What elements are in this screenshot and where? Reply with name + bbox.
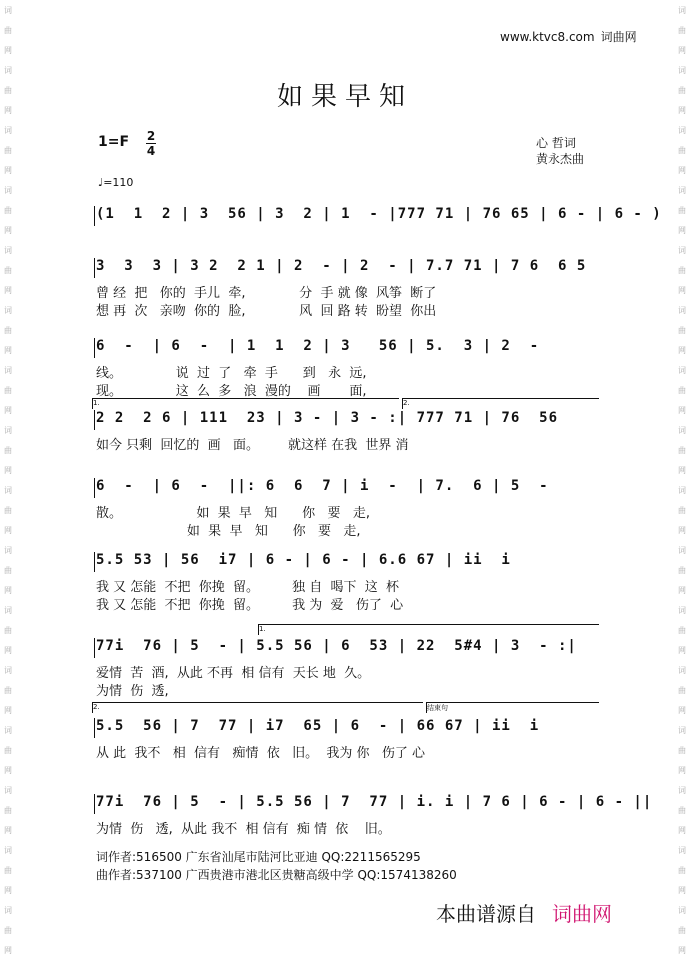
watermark-char: 词 [678,786,686,795]
watermark-char: 曲 [678,386,686,395]
barline [94,338,95,358]
watermark-char: 曲 [678,146,686,155]
watermark-char: 曲 [678,506,686,515]
watermark-char: 词 [678,726,686,735]
watermark-char: 词 [4,726,12,735]
footer-composer: 曲作者:537100 广西贵港市港北区贵糖高级中学 QQ:1574138260 [96,868,457,882]
barline [94,410,95,430]
watermark-char: 词 [678,426,686,435]
watermark-char: 词 [4,666,12,675]
lyricist-credit: 心 哲词 [536,136,576,150]
watermark-char: 曲 [4,86,12,95]
right-watermark-strip [674,0,690,956]
notation-line: (1 1 2 | 3 56 | 3 2 | 1 - |777 71 | 76 65 | 6 - | 6 - ) [96,206,662,222]
watermark-char: 词 [678,186,686,195]
left-watermark-strip [0,0,16,956]
watermark-char: 曲 [678,86,686,95]
watermark-char: 词 [4,486,12,495]
song-title: 如果早知 [276,82,413,112]
lyrics-verse-2: 我 又 怎能 不把 你挽 留。 我 为 爱 伤了 心 [96,598,404,613]
barline [94,638,95,658]
watermark-char: 网 [678,466,686,475]
lyrics-verse-1: 曾 经 把 你的 手儿 牵, 分 手 就 像 风筝 断了 [96,286,437,301]
watermark-char: 曲 [4,866,12,875]
watermark-char: 词 [4,786,12,795]
watermark-char: 网 [4,46,12,55]
watermark-char: 曲 [4,926,12,935]
tempo-marking: ♩=110 [98,176,134,189]
composer-credit: 黄永杰曲 [536,152,585,166]
watermark-char: 曲 [4,626,12,635]
barline [94,552,95,572]
watermark-char: 词 [678,846,686,855]
brand-footer[interactable] [436,898,612,927]
watermark-char: 词 [4,306,12,315]
watermark-char: 网 [678,826,686,835]
site-header[interactable] [500,28,637,45]
meter-bottom: 4 [146,144,156,158]
watermark-char: 词 [678,366,686,375]
watermark-char: 网 [4,466,12,475]
site-name[interactable]: 词曲网 [600,30,637,44]
watermark-char: 曲 [678,686,686,695]
footer-lyricist: 词作者:516500 广东省汕尾市陆河比亚迪 QQ:2211565295 [96,850,421,864]
key-signature: 1=F [98,134,130,150]
notation-line: 6 - | 6 - | 1 1 2 | 3 56 | 5. 3 | 2 - [96,338,540,354]
notation-line: 77i 76 | 5 - | 5.5 56 | 6 53 | 22 5#4 | 3 - :| [96,638,577,654]
watermark-char: 词 [678,66,686,75]
notation-line: 3 3 3 | 3 2 2 1 | 2 - | 2 - | 7.7 71 | 7 6 6 5 [96,258,587,274]
watermark-char: 曲 [4,806,12,815]
watermark-char: 网 [678,166,686,175]
watermark-char: 网 [678,706,686,715]
lyrics-verse-2: 如 果 早 知 你 要 走, [96,524,361,539]
watermark-char: 曲 [678,746,686,755]
watermark-char: 网 [678,406,686,415]
watermark-char: 网 [4,286,12,295]
watermark-char: 词 [678,606,686,615]
barline [94,206,95,226]
watermark-char: 曲 [4,746,12,755]
brand-prefix: 本曲谱源自 [436,902,536,926]
watermark-char: 网 [678,346,686,355]
watermark-char: 词 [4,366,12,375]
watermark-char: 词 [678,486,686,495]
watermark-char: 曲 [678,326,686,335]
lyrics-verse-2: 为情 伤 透, [96,684,169,699]
watermark-char: 网 [678,646,686,655]
watermark-char: 曲 [4,686,12,695]
watermark-char: 词 [4,66,12,75]
watermark-char: 词 [4,846,12,855]
barline [94,794,95,814]
watermark-char: 网 [678,886,686,895]
watermark-char: 网 [4,526,12,535]
watermark-char: 词 [678,546,686,555]
watermark-char: 网 [678,766,686,775]
volta-bracket: 1. [258,624,599,635]
watermark-char: 网 [4,646,12,655]
watermark-char: 曲 [4,386,12,395]
watermark-char: 词 [4,546,12,555]
watermark-char: 曲 [4,206,12,215]
watermark-char: 曲 [678,206,686,215]
watermark-char: 词 [4,6,12,15]
watermark-char: 词 [678,246,686,255]
watermark-char: 曲 [4,566,12,575]
barline [94,718,95,738]
watermark-char: 词 [678,306,686,315]
watermark-char: 曲 [4,26,12,35]
barline [94,258,95,278]
watermark-char: 曲 [678,806,686,815]
watermark-char: 词 [678,666,686,675]
volta-bracket: 1. [92,398,399,409]
notation-line: 77i 76 | 5 - | 5.5 56 | 7 77 | i. i | 7 6 | 6 - | 6 - || [96,794,653,810]
watermark-char: 词 [4,906,12,915]
watermark-char: 网 [4,886,12,895]
watermark-char: 网 [4,406,12,415]
volta-bracket: 2. [402,398,599,409]
watermark-char: 网 [4,226,12,235]
meter-top: 2 [146,129,156,143]
volta-bracket: 2. [92,702,423,713]
watermark-char: 网 [678,286,686,295]
watermark-char: 曲 [4,506,12,515]
watermark-char: 词 [4,606,12,615]
brand-name[interactable]: 词曲网 [552,902,612,926]
watermark-char: 曲 [678,926,686,935]
notation-line: 5.5 53 | 56 i7 | 6 - | 6 - | 6.6 67 | ii i [96,552,511,568]
watermark-char: 曲 [678,266,686,275]
watermark-char: 网 [678,106,686,115]
watermark-char: 词 [4,126,12,135]
watermark-char: 网 [4,766,12,775]
lyrics-verse-2: 想 再 次 亲吻 你的 脸, 风 回 路 转 盼望 你出 [96,304,437,319]
watermark-char: 曲 [4,446,12,455]
watermark-char: 曲 [4,146,12,155]
watermark-char: 词 [4,186,12,195]
lyrics-verse-1: 爱情 苦 酒, 从此 不再 相 信有 天长 地 久。 [96,666,371,681]
watermark-char: 曲 [678,26,686,35]
watermark-char: 网 [4,826,12,835]
watermark-char: 曲 [4,326,12,335]
notation-line: 6 - | 6 - ||: 6 6 7 | i - | 7. 6 | 5 - [96,478,549,494]
barline [94,478,95,498]
watermark-char: 网 [678,226,686,235]
notation-line: 2 2 2 6 | 111 23 | 3 - | 3 - :| 777 71 | 76 56 [96,410,559,426]
watermark-char: 网 [4,346,12,355]
watermark-char: 曲 [4,266,12,275]
watermark-char: 网 [4,166,12,175]
watermark-char: 曲 [678,446,686,455]
watermark-char: 网 [678,526,686,535]
watermark-char: 网 [4,586,12,595]
lyrics-verse-1: 我 又 怎能 不把 你挽 留。 独 自 喝下 这 杯 [96,580,400,595]
lyrics-verse-1: 如今 只剩 回忆的 画 面。 就这样 在我 世界 消 [96,438,409,453]
watermark-char: 网 [678,586,686,595]
watermark-char: 网 [4,106,12,115]
watermark-char: 词 [678,906,686,915]
watermark-char: 词 [678,6,686,15]
lyrics-verse-1: 为情 伤 透, 从此 我不 相 信有 痴 情 依 旧。 [96,822,391,837]
watermark-char: 曲 [678,626,686,635]
watermark-char: 曲 [678,566,686,575]
site-url[interactable]: www.ktvc8.com [500,30,595,44]
watermark-char: 曲 [678,866,686,875]
volta-bracket: 结束句 [426,702,599,713]
notation-line: 5.5 56 | 7 77 | i7 65 | 6 - | 66 67 | ii i [96,718,540,734]
lyrics-verse-2: 现。 这 么 多 浪 漫的 画 面, [96,384,367,399]
lyrics-verse-1: 线。 说 过 了 牵 手 到 永 远, [96,366,367,381]
watermark-char: 网 [4,706,12,715]
time-signature [146,130,156,157]
watermark-char: 词 [678,126,686,135]
watermark-char: 词 [4,426,12,435]
watermark-char: 网 [678,46,686,55]
watermark-char: 词 [4,246,12,255]
lyrics-verse-1: 散。 如 果 早 知 你 要 走, [96,506,371,521]
lyrics-verse-1: 从 此 我不 相 信有 痴情 依 旧。 我为 你 伤了 心 [96,746,426,761]
watermark-char: 网 [4,946,12,955]
watermark-char: 网 [678,946,686,955]
